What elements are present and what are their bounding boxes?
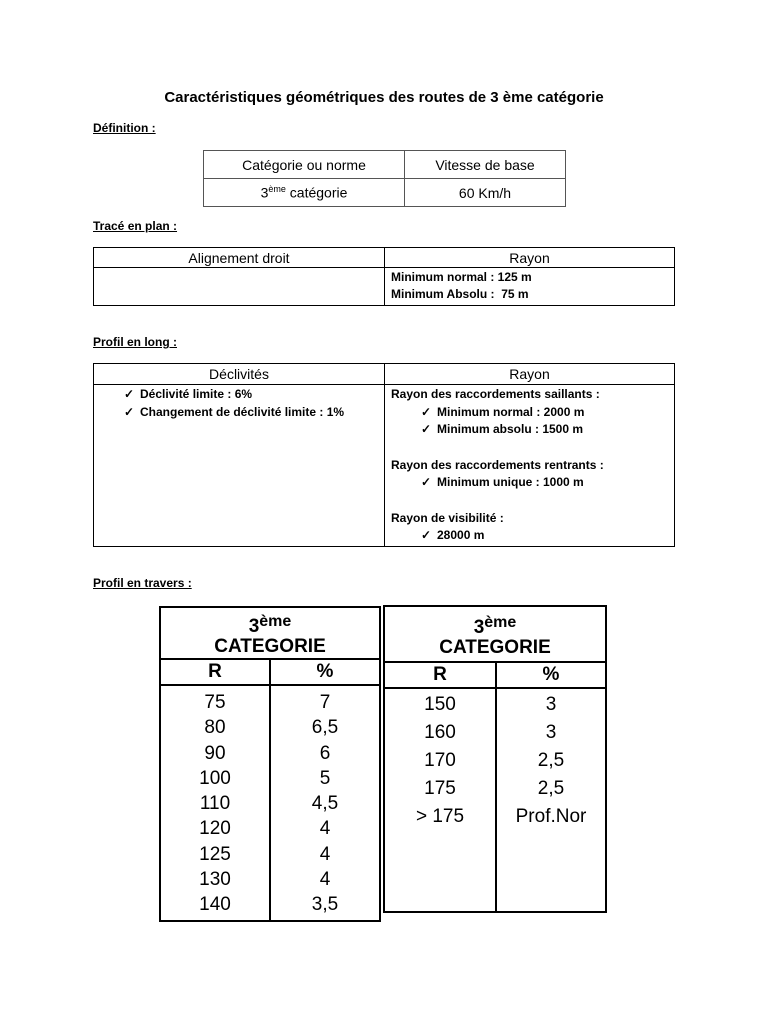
saillants-item: ✓ Minimum absolu : 1500 m [391,421,668,439]
travers-value: 6,5 [311,717,339,739]
saillants-item: ✓ Minimum normal : 2000 m [391,404,668,422]
check-icon: ✓ [421,422,432,436]
travers-left-col-r: R [160,659,270,685]
travers-value: 75 [204,692,226,713]
travers-value: 4 [319,869,331,891]
definition-col-category: Catégorie ou norme [204,151,405,179]
travers-value: 80 [204,717,226,739]
travers-value: 4 [319,843,331,865]
definition-speed-cell: 60 Km/h [405,179,566,207]
visibilite-item: ✓ 28000 m [391,527,668,545]
rayon-cell [385,385,675,547]
travers-value: Prof.Nor [515,806,587,827]
definition-category-cell: 3ème catégorie [204,179,405,207]
travers-right-col-r: R [384,662,496,688]
trace-line-2: Minimum Absolu : 75 m [391,287,529,301]
travers-value: 100 [199,767,231,789]
trace-heading: Tracé en plan : [93,219,178,233]
travers-left-pct-values [270,685,380,921]
travers-value: 7 [319,692,331,713]
trace-line-1: Minimum normal : 125 m [391,270,532,284]
rentrants-item: ✓ Minimum unique : 1000 m [391,474,668,492]
travers-right-header: 3ème CATEGORIE [384,606,606,662]
travers-table-left [159,606,381,922]
travers-value: 2,5 [537,778,565,799]
profil-travers-heading: Profil en travers : [93,576,192,590]
profil-long-col-rayon: Rayon [385,364,675,385]
travers-left-col-pct: % [270,659,380,685]
trace-table [93,247,675,306]
declivites-cell [94,385,385,547]
travers-right-r-values [384,688,496,912]
travers-value: 125 [199,843,231,865]
travers-value: 175 [424,778,456,799]
travers-value: 3 [545,694,557,715]
travers-value: 120 [199,818,231,840]
check-icon: ✓ [124,404,135,419]
page-title: Caractéristiques géométriques des routes de 3 ème catégorie [164,89,604,106]
definition-heading: Définition : [93,121,156,135]
travers-value: 5 [319,767,331,789]
travers-value: 140 [199,894,231,916]
rentrants-title: Rayon des raccordements rentrants : [391,457,604,472]
travers-value: > 175 [415,806,465,827]
profil-long-col-declivites: Déclivités [94,364,385,385]
trace-col-alignement: Alignement droit [94,248,385,268]
profil-long-table [93,363,675,547]
travers-value: 160 [424,722,456,743]
check-icon: ✓ [421,475,432,489]
travers-table-right [383,605,607,913]
travers-value: 3,5 [311,894,339,916]
trace-alignement-cell [94,268,385,306]
check-icon: ✓ [421,528,432,542]
check-icon: ✓ [421,404,432,419]
travers-value: 4 [319,818,331,840]
travers-value: 2,5 [537,750,565,771]
travers-left-r-values [160,685,270,921]
declivite-item: ✓ Déclivité limite : 6% [100,386,378,404]
travers-value: 110 [199,793,231,815]
travers-left-header: 3ème CATEGORIE [160,607,380,659]
saillants-title: Rayon des raccordements saillants : [391,387,600,401]
definition-table [203,150,566,207]
definition-col-speed: Vitesse de base [405,151,566,179]
travers-value: 130 [199,869,231,891]
travers-value: 150 [424,694,456,715]
profil-long-heading: Profil en long : [93,335,177,349]
trace-rayon-cell [385,268,675,306]
travers-value: 170 [424,750,456,771]
travers-value: 4,5 [311,793,339,815]
travers-value: 3 [545,722,557,743]
travers-right-col-pct: % [496,662,606,688]
visibilite-title: Rayon de visibilité : [391,510,504,525]
travers-value: 90 [204,742,226,764]
travers-right-pct-values [496,688,606,912]
check-icon: ✓ [124,387,135,401]
travers-value: 6 [319,742,331,764]
declivite-item: ✓ Changement de déclivité limite : 1% [100,404,378,422]
trace-col-rayon: Rayon [385,248,675,268]
